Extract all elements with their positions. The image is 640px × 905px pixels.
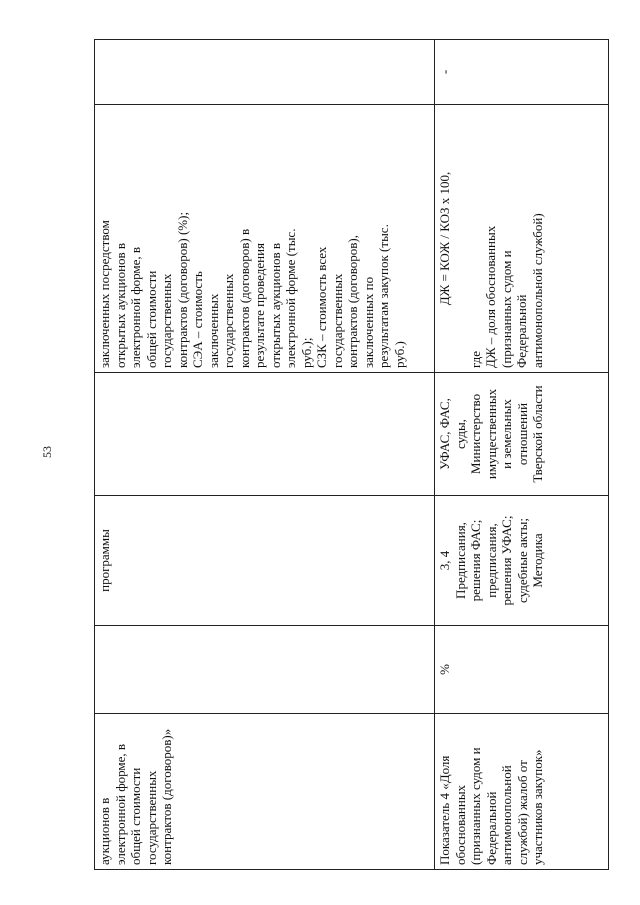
notes-cell	[95, 40, 435, 105]
formula-cell	[95, 105, 435, 373]
cell-line: результате проведения	[252, 242, 267, 368]
cell-line: (признанных судом и	[498, 250, 514, 368]
cell-line: контрактов (договоров)»	[159, 728, 174, 865]
cell-line: (признанных судом и	[468, 747, 483, 865]
cell-line: открытых аукционов в	[267, 242, 283, 368]
cell-line: электронной форме, в	[128, 246, 143, 368]
cell-line: заключенных	[205, 293, 221, 368]
responsible-cell	[435, 373, 609, 496]
cell-line: заключенных по	[360, 276, 376, 368]
cell-line: электронной форме, в	[112, 743, 128, 865]
page-number: 53	[40, 446, 54, 458]
cell-line: государственных	[221, 273, 236, 368]
spacer	[453, 109, 468, 368]
cell-line: Федеральной	[514, 294, 529, 368]
cell-line: участников закупок»	[530, 749, 545, 865]
cell-line: аукционов в	[97, 797, 112, 865]
cell-line: Показатель 4 «Доля	[437, 755, 452, 865]
cell-line: Министерство	[468, 393, 483, 475]
table-row	[95, 40, 435, 870]
cell-line: судебные акты;	[514, 518, 530, 603]
cell-line: предписания,	[483, 523, 499, 598]
cell-line: отношений	[514, 402, 530, 466]
responsible-cell	[95, 373, 435, 496]
cell-line: решения ФАС;	[468, 519, 483, 602]
cell-line: УФАС, ФАС,	[437, 398, 452, 470]
cell-line: антимонопольной службой)	[529, 213, 545, 368]
cell-line: контрактов (договоров) в	[236, 228, 252, 368]
cell-line: антимонопольной	[499, 765, 514, 865]
cell-line: Федеральной	[483, 791, 499, 865]
unit-cell: %	[435, 626, 609, 714]
cell-line: государственных	[329, 273, 345, 368]
source-cell	[435, 496, 609, 626]
cell-line: Тверской области	[530, 385, 545, 483]
cell-line: службой) жалоб от	[514, 760, 530, 865]
cell-line: Методика	[530, 533, 545, 588]
cell-line: общей стоимости	[143, 270, 159, 368]
cell-line: государственных	[159, 273, 174, 368]
indicator-name-cell	[435, 714, 609, 870]
cell-line: Предписания,	[452, 522, 468, 599]
cell-line: суды,	[452, 419, 468, 449]
cell-line: СЗК – стоимость всех	[314, 246, 329, 368]
cell-line: открытых аукционов в	[112, 242, 128, 368]
cell-line: контрактов (договоров) (%);	[174, 211, 190, 368]
cell-line: решения УФАС;	[499, 515, 514, 606]
source-cell: программы	[95, 496, 435, 626]
notes-cell: -	[435, 40, 609, 105]
cell-line: руб.)	[391, 341, 407, 368]
cell-line: общей стоимости	[128, 767, 143, 865]
indicator-table	[94, 39, 609, 870]
indicator-name-cell	[95, 714, 435, 870]
cell-line: и земельных	[499, 399, 514, 469]
table-row	[435, 40, 609, 870]
cell-line: 3, 4	[437, 550, 452, 571]
unit-cell	[95, 626, 435, 714]
cell-line: обоснованных	[452, 784, 468, 865]
cell-line: электронной форме (тыс.	[283, 228, 298, 368]
cell-line: контрактов (договоров),	[345, 235, 360, 368]
cell-line: государственных	[143, 770, 159, 865]
cell-line: заключенных посредством	[97, 220, 112, 368]
cell-line: где	[467, 350, 483, 368]
cell-line: имущественных	[483, 388, 499, 480]
formula-text: ДЖ = КОЖ / КОЗ х 100,	[437, 171, 452, 306]
formula-cell	[435, 105, 609, 373]
cell-line: результатам закупок (тыс.	[376, 224, 391, 368]
cell-line: ДЖ – доля обоснованных	[483, 225, 498, 368]
cell-line: СЭА – стоимость	[190, 271, 205, 368]
rotated-table-container	[94, 40, 608, 870]
cell-line: руб.);	[298, 337, 314, 368]
